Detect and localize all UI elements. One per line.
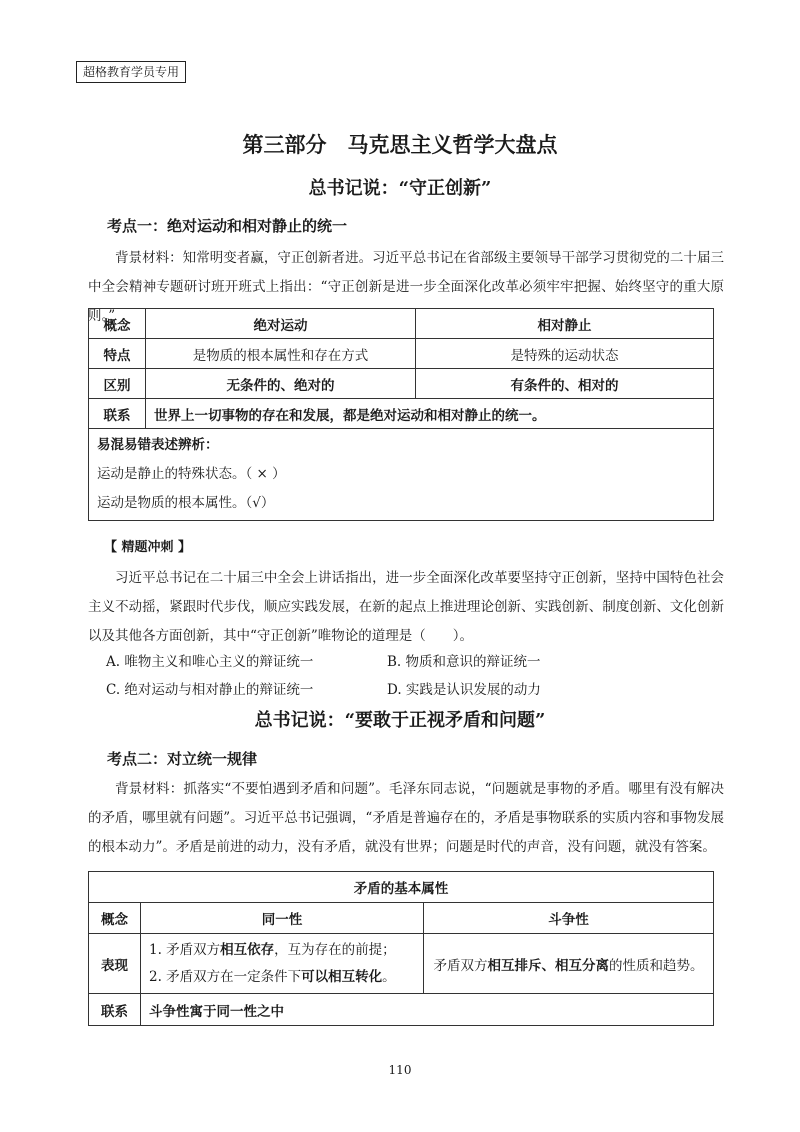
identity-1-post: ，互为存在的前提； — [274, 941, 396, 958]
col-identity: 同一性 — [141, 903, 424, 934]
row-feature-relative: 是特殊的运动状态 — [416, 339, 714, 369]
note-title: 易混易错表述辨析： — [97, 437, 219, 453]
identity-item-2 — [149, 964, 415, 991]
row-link-text: 世界上一切事物的存在和发展，都是绝对运动和相对静止的统一。 — [146, 399, 714, 429]
row-link-label: 联系 — [89, 994, 141, 1026]
row-link-label: 联系 — [89, 399, 146, 429]
header-tag: 超格教育学员专用 — [76, 61, 186, 83]
section1-background: 背景材料：知常明变者赢，守正创新者进。习近平总书记在省部级主要领导干部学习贯彻党的二十届三中全会精神专题研讨班开班式上指出：“守正创新是进一步全面深化改革必须牢牢把握、始终坚守的重大原则。” — [88, 250, 724, 324]
struggle-post: 的性质和趋势。 — [609, 957, 704, 974]
section2-heading: 总书记说：“要敢于正视矛盾和问题” — [254, 710, 546, 731]
identity-1-bold: 相互依存 — [220, 941, 275, 958]
option-d: D. 实践是认识发展的动力 — [387, 682, 541, 698]
note-line-1: 运动是静止的特殊状态。（ × ） — [97, 466, 286, 482]
identity-2-post: 。 — [382, 968, 396, 985]
col-absolute-motion: 绝对运动 — [146, 309, 416, 339]
struggle-pre: 矛盾双方 — [433, 957, 488, 974]
practice-question: 习近平总书记在二十届三中全会上讲话指出，进一步全面深化改革要坚持守正创新，坚持中国特色社会主义不动摇，紧跟时代步伐，顺应实践发展，在新的起点上推进理论创新、实践创新、制度创新、文化创新以及其他各方面创新，其中“守正创新”唯物论的道理是（ ）。 — [88, 570, 724, 644]
identity-item-1 — [149, 937, 415, 964]
col-struggle: 斗争性 — [424, 903, 714, 934]
identity-2-bold: 可以相互转化 — [301, 968, 383, 985]
row-show-label: 表现 — [89, 934, 141, 994]
practice-tag: 【 精题冲刺 】 — [104, 540, 192, 555]
col-relative-rest: 相对静止 — [416, 309, 714, 339]
row-link-text: 斗争性寓于同一性之中 — [141, 994, 714, 1026]
col-concept: 概念 — [89, 309, 146, 339]
row-feature-label: 特点 — [89, 339, 146, 369]
identity-cell — [141, 934, 424, 994]
row-diff-relative: 有条件的、相对的 — [416, 369, 714, 399]
col-concept: 概念 — [89, 903, 141, 934]
section2-point: 考点二：对立统一规律 — [107, 750, 258, 768]
contradiction-table — [88, 871, 714, 1026]
table-caption: 矛盾的基本属性 — [89, 872, 714, 903]
option-a: A. 唯物主义和唯心主义的辩证统一 — [106, 654, 314, 670]
page-title: 第三部分 马克思主义哲学大盘点 — [242, 132, 558, 157]
note-cell — [89, 429, 714, 521]
page-number: 110 — [388, 1063, 412, 1077]
row-diff-absolute: 无条件的、绝对的 — [146, 369, 416, 399]
struggle-cell — [424, 934, 714, 994]
row-diff-label: 区别 — [89, 369, 146, 399]
row-feature-absolute: 是物质的根本属性和存在方式 — [146, 339, 416, 369]
motion-rest-table — [88, 308, 714, 521]
option-c: C. 绝对运动与相对静止的辩证统一 — [106, 682, 314, 698]
note-line-2: 运动是物质的根本属性。（√） — [97, 495, 275, 511]
section2-background: 背景材料：抓落实“不要怕遇到矛盾和问题”。毛泽东同志说，“问题就是事物的矛盾。哪里有没有解决的矛盾，哪里就有问题”。习近平总书记强调，“矛盾是普遍存在的，矛盾是事物联系的实质内容和事物发展的根本动力”。矛盾是前进的动力，没有矛盾，就没有世界；问题是时代的声音，没有问题，就没有答案。 — [88, 781, 724, 855]
identity-2-pre: 2. 矛盾双方在一定条件下 — [149, 968, 302, 985]
section1-heading: 总书记说：“守正创新” — [308, 178, 492, 199]
identity-1-pre: 1. 矛盾双方 — [149, 941, 221, 958]
section1-point: 考点一：绝对运动和相对静止的统一 — [107, 217, 348, 235]
struggle-bold: 相互排斥、相互分离 — [487, 957, 610, 974]
option-b: B. 物质和意识的辩证统一 — [387, 654, 541, 670]
